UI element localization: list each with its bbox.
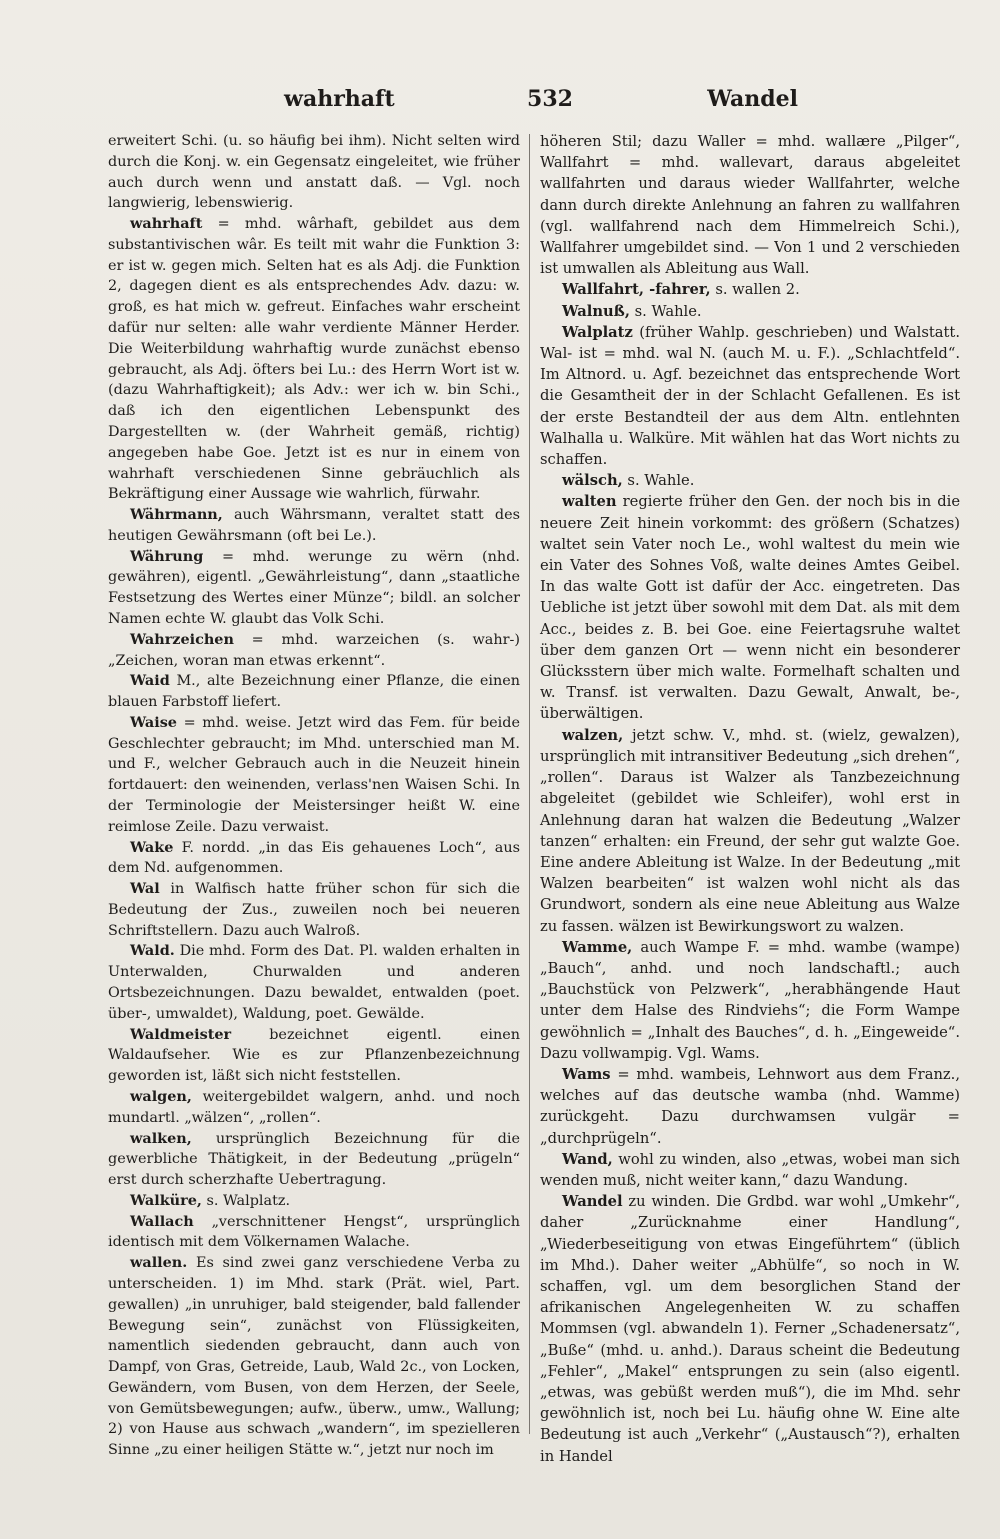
dictionary-entry	[108, 713, 520, 838]
entry-headword: Waid	[130, 672, 170, 690]
entry-headword: Währmann,	[130, 506, 223, 524]
entry-headword: walgen,	[130, 1087, 192, 1105]
dictionary-entry	[540, 470, 960, 491]
dictionary-entry	[108, 1087, 520, 1129]
entry-headword: Walküre,	[130, 1191, 202, 1209]
header-right-catchword: Wandel	[707, 86, 798, 112]
entry-text: regierte früher den Gen. der noch bis in die neuere Zeit hinein vorkommt: des größern (Schatzes) waltet sein Vater noch Le., wohl waltest du mein wie ein Vater des Sohnes Voß, walte deines Amtes Geibel. In das walte Gott ist dafür der Acc. eingetreten. Das Uebliche ist jetzt über sowohl mit dem Dat. als mit dem Acc., beides z. B. bei Goe. eine Feiertagsruhe waltet über dem ganzen Ort — wenn nicht ein besonderer Glücksstern über mich walte. Formelhaft schalten und w. Transf. ist verwalten. Dazu Gewalt, Anwalt, be-, überwältigen.	[540, 493, 961, 723]
entry-text: jetzt schw. V., mhd. st. (wielz, gewalzen), ursprünglich mit intransitiver Bedeutung „sich drehen“, „rollen“. Daraus ist Walzer als Tanzbezeichnung abgeleitet (gebildet wie Schleifer), wohl erst in Anlehnung daran hat walzen die Bedeutung „Walzer tanzen“ erhalten: ein Freund, der sehr gut walzte Goe. Eine andere Ableitung ist Walze. In der Bedeutung „mit Walzen bearbeiten“ ist walzen wohl nicht als das Grundwort, sondern als eine neue Ableitung aus Walze zu fassen. wälzen ist Bewirkungswort zu walzen.	[540, 726, 960, 935]
entry-text: weitergebildet walgern, anhd. und noch mundartl. „wälzen“, „rollen“.	[108, 1088, 520, 1126]
entry-text: = mhd. wârhaft, gebildet aus dem substantivischen wâr. Es teilt mit wahr die Funktion 3: er ist w. gegen mich. Selten hat es als Adj. die Funktion 2, dagegen dient es als entsprechendes Adv. dazu: w. groß, es hat mich w. gefreut. Einfaches wahr erscheint dafür nur selten: alle wahr verdiente Männer Herder. Die Weiterbildung wahrhaftig wurde zunächst ebenso gebraucht, als Adj. öfters bei Lu.: des Herrn Wort ist w. (dazu Wahrhaftigkeit); als Adv.: wer ich w. bin Schi., daß ich den eigentlichen Lebenspunkt des Dargestellten w. (der Wahrheit gemäß, richtig) angegeben habe Goe. Jetzt ist es nur in einem von wahrhaft verschiedenen Sinne gebräuchlich als Bekräftigung einer Aussage wie wahrlich, fürwahr.	[108, 216, 521, 503]
entry-headword: Waise	[130, 713, 177, 731]
entry-headword: walken,	[130, 1129, 192, 1147]
entry-text: M., alte Bezeichnung einer Pflanze, die einen blauen Farbstoff liefert.	[108, 673, 520, 711]
dictionary-entry	[108, 1253, 520, 1461]
entry-headword: Wams	[562, 1065, 611, 1083]
dictionary-entry	[108, 1025, 520, 1087]
entry-text: erweitert Schi. (u. so häufig bei ihm). Nicht selten wird durch die Konj. w. ein Gegensatz eingeleitet, wie früher auch durch wenn und anstatt daß. — Vgl. noch langwierig, lebenswierig.	[108, 133, 520, 212]
entry-text: Die mhd. Form des Dat. Pl. walden erhalten in Unterwalden, Churwalden und anderen Ortsbezeichnungen. Dazu bewaldet, entwalden (poet. über-, umwaldet), Waldung, poet. Gewälde.	[108, 943, 520, 1022]
dictionary-entry	[108, 131, 520, 214]
entry-text: = mhd. weise. Jetzt wird das Fem. für beide Geschlechter gebraucht; im Mhd. unterschied man M. und F., welcher Gebrauch auch in die Neuzeit hinein fortdauert: den weinenden, verlass'nen Waisen Schi. In der Terminologie der Meistersinger heißt W. eine reimlose Zeile. Dazu verwaist.	[108, 714, 520, 835]
dictionary-entry	[540, 1149, 960, 1191]
entry-headword: Wamme,	[562, 938, 633, 956]
entry-headword: Wandel	[562, 1193, 623, 1211]
entry-headword: Währung	[130, 547, 204, 565]
entry-text: = mhd. wambeis, Lehnwort aus dem Franz., welches auf das deutsche wamba (nhd. Wamme) zurückgeht. Dazu durchwamsen vulgär = „durchprügeln“.	[540, 1065, 960, 1147]
entry-headword: Wahrzeichen	[130, 630, 234, 648]
dictionary-entry	[108, 630, 520, 672]
entry-text: wohl zu winden, also „etwas, wobei man sich wenden muß, nicht weiter kann,“ dazu Wandung.	[540, 1150, 961, 1189]
entry-headword: walten	[562, 493, 617, 511]
dictionary-entry	[540, 131, 960, 279]
dictionary-entry	[108, 838, 520, 880]
entry-text: ursprünglich Bezeichnung für die gewerbliche Thätigkeit, in der Bedeutung „prügeln“ erst durch scherzhafte Uebertragung.	[108, 1130, 520, 1189]
entry-text: s. Walplatz.	[206, 1192, 291, 1209]
entry-text: in Walfisch hatte früher schon für sich die Bedeutung der Zus., zuweilen noch bei neueren Schriftstellern. Dazu auch Walroß.	[108, 881, 520, 939]
entry-text: (früher Wahlp. geschrieben) und Walstatt. Wal- ist = mhd. wal N. (auch M. u. F.). „Schlachtfeld“. Im Altnord. u. Agf. bezeichnet das entsprechende Wort die Gesamtheit der in der Schlacht Gefallenen. Es ist der erste Bestandteil der aus dem Altn. entlehnten Walhalla u. Walküre. Mit wählen hat das Wort nichts zu schaffen.	[540, 323, 961, 469]
dictionary-entry	[108, 547, 520, 630]
entry-text: Es sind zwei ganz verschiedene Verba zu unterscheiden. 1) im Mhd. stark (Prät. wiel, Part. gewallen) „in unruhiger, bald steigender, bald fallender Bewegung sein“, zunächst von Flüssigkeiten, namentlich siedenden gebraucht, dann auch von Dampf, von Gras, Getreide, Laub, Wald 2c., von Locken, Gewändern, vom Busen, von dem Herzen, der Seele, von Gemütsbewegungen; aufw., überw., umw., Wallung; 2) von Hause aus schwach „wandern“, im spezielleren Sinne „zu einer heiligen Stätte w.“, jetzt nur noch im	[108, 1255, 520, 1459]
header-left-catchword: wahrhaft	[284, 86, 395, 112]
dictionary-entry	[108, 941, 520, 1024]
dictionary-entry	[540, 491, 960, 724]
dictionary-entry	[108, 214, 520, 505]
entry-headword: Walnuß,	[562, 302, 630, 320]
dictionary-entry	[540, 1064, 960, 1149]
entry-text: = mhd. warzeichen (s. wahr-) „Zeichen, woran man etwas erkennt“.	[108, 631, 520, 669]
right-column	[540, 131, 960, 1467]
left-column	[108, 131, 520, 1461]
entry-text: höheren Stil; dazu Waller = mhd. wallære „Pilger“, Wallfahrt = mhd. wallevart, daraus abgeleitet wallfahrten und daraus wieder Wallfahrter, welche dann durch direkte Anlehnung an fahren zu wallfahren (vgl. wallfahrend nach dem Himmelreich Schi.), Wallfahrer umgebildet sind. — Von 1 und 2 verschieden ist umwallen als Ableitung aus Wall.	[540, 133, 960, 278]
dictionary-entry	[540, 322, 960, 470]
dictionary-entry	[108, 1129, 520, 1191]
dictionary-entry	[108, 1212, 520, 1254]
entry-headword: Walplatz	[562, 323, 633, 341]
entry-text: „verschnittener Hengst“, ursprünglich identisch mit dem Völkernamen Walache.	[108, 1213, 520, 1251]
entry-headword: Wald.	[130, 942, 175, 960]
entry-text: s. wallen 2.	[715, 281, 800, 299]
entry-text: = mhd. werunge zu wërn (nhd. gewähren), eigentl. „Gewährleistung“, dann „staatliche Festsetzung des Wertes einer Münze“; bildl. an solcher Namen echte W. glaubt das Volk Schi.	[108, 548, 520, 627]
entry-headword: Waldmeister	[130, 1025, 232, 1043]
page-number: 532	[527, 86, 573, 112]
entry-headword: Wal	[130, 880, 160, 898]
dictionary-entry	[540, 937, 960, 1064]
entry-headword: walzen,	[562, 726, 624, 744]
entry-headword: Wallfahrt, -fahrer,	[562, 281, 711, 299]
dictionary-entry	[540, 301, 960, 322]
entry-text: auch Wampe F. = mhd. wambe (wampe) „Bauch“, anhd. und noch landschaftl.; auch „Bauchstück von Pelzwerk“, „herabhängende Haut unter dem Halse des Rindviehs“; die Form Wampe gewöhnlich = „Inhalt des Bauches“, d. h. „Eingeweide“. Dazu vollwampig. Vgl. Wams.	[540, 938, 960, 1062]
entry-text: s. Wahle.	[634, 302, 702, 320]
entry-headword: Wand,	[562, 1150, 613, 1168]
dictionary-entry	[108, 505, 520, 547]
entry-text: bezeichnet eigentl. einen Waldaufseher. Wie es zur Pflanzenbezeichnung geworden ist, läßt sich nicht feststellen.	[108, 1026, 520, 1085]
entry-text: zu winden. Die Grdbd. war wohl „Umkehr“, daher „Zurücknahme einer Handlung“, „Wiederbeseitigung von etwas Eingeführtem“ (üblich im Mhd.). Daher weiter „Abhülfe“, so noch in W. schaffen, vgl. um dem besorglichen Stand der afrikanischen Angelegenheiten W. zu schaffen Mommsen (vgl. abwandeln 1). Ferner „Schadenersatz“, „Buße“ (mhd. u. anhd.). Daraus scheint die Bedeutung „Fehler“, „Makel“ entsprungen zu sein (also eigentl. „etwas, was gebüßt werden muß“), die im Mhd. sehr gewöhnlich ist, noch bei Lu. häufig ohne W. Eine alte Bedeutung ist auch „Verkehr“ („Austausch“?), erhalten in Handel	[540, 1193, 960, 1465]
dictionary-entry	[108, 671, 520, 713]
column-divider	[529, 134, 530, 1434]
dictionary-entry	[540, 1191, 960, 1467]
dictionary-entry	[108, 879, 520, 941]
entry-headword: Wallach	[130, 1212, 194, 1230]
entry-text: auch Währsmann, veraltet statt des heutigen Gewährsmann (oft bei Le.).	[108, 507, 520, 544]
dictionary-entry	[540, 725, 960, 937]
entry-headword: wälsch,	[562, 472, 623, 490]
dictionary-entry	[108, 1191, 520, 1212]
running-header	[108, 86, 910, 122]
entry-headword: Wake	[130, 838, 174, 856]
entry-text: F. nordd. „in das Eis gehauenes Loch“, aus dem Nd. aufgenommen.	[108, 839, 521, 877]
dictionary-entry	[540, 279, 960, 300]
entry-headword: wallen.	[130, 1254, 188, 1272]
entry-text: s. Wahle.	[627, 472, 695, 490]
entry-headword: wahrhaft	[130, 215, 203, 233]
